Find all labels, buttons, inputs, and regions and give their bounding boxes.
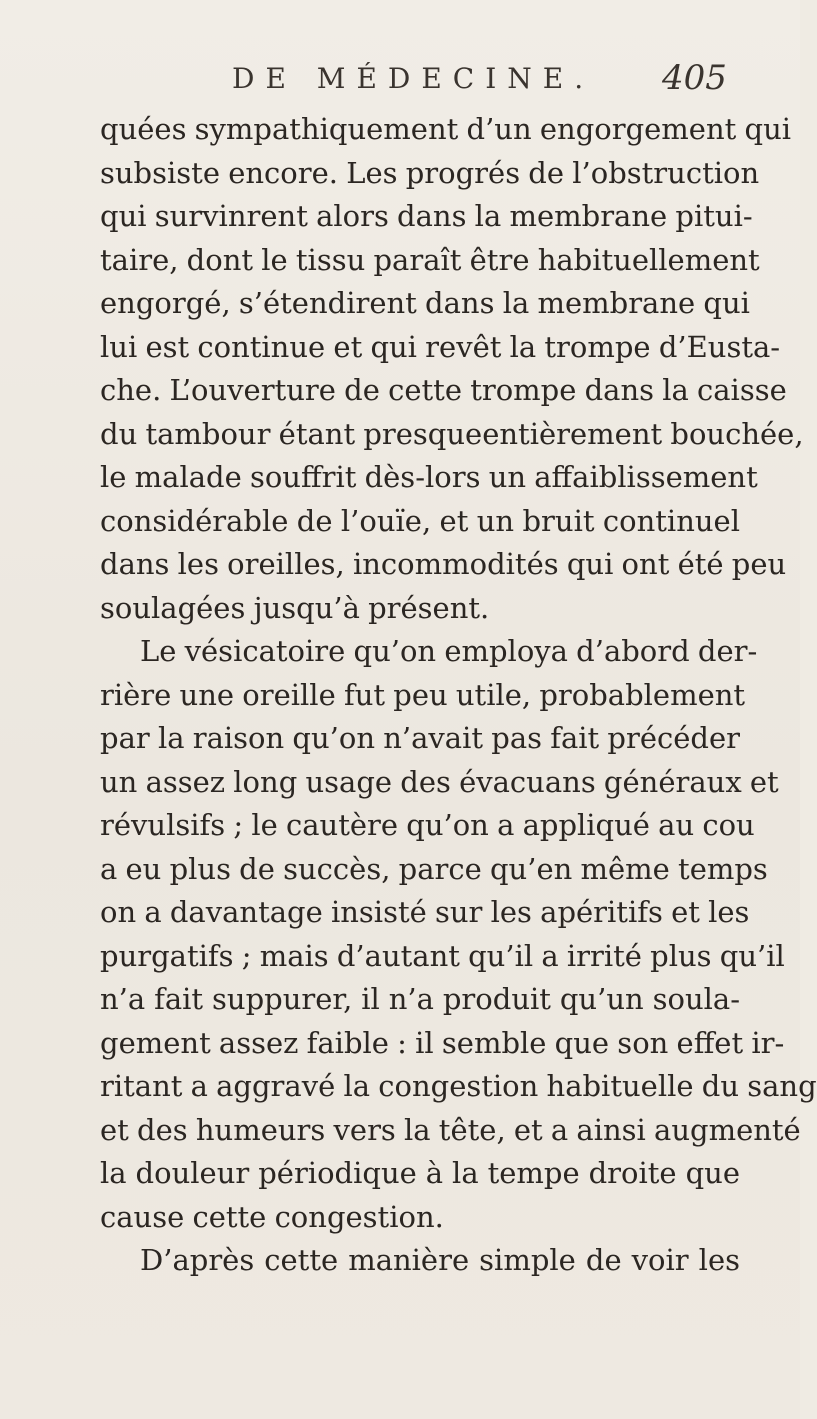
text-line: quées sympathiquement d’un engorgement qui <box>100 112 792 146</box>
page-number: 405 <box>662 58 727 98</box>
text-line: ritant a aggravé la congestion habituelle du sang <box>100 1069 817 1103</box>
text-line: subsiste encore. Les progrés de l’obstruction <box>100 155 760 190</box>
text-line: cause cette congestion. <box>100 1199 444 1234</box>
text-line: qui survinrent alors dans la membrane pitui- <box>100 199 753 233</box>
text-line: taire, dont le tissu paraît être habituellement <box>100 242 760 277</box>
text-line: considérable de l’ouïe, et un bruit continuel <box>100 503 740 538</box>
text-line: purgatifs ; mais d’autant qu’il a irrité plus qu’il <box>100 938 785 973</box>
text-line: n’a fait suppurer, il n’a produit qu’un soula- <box>100 982 740 1016</box>
text-line: Le vésicatoire qu’on employa d’abord der- <box>140 634 758 668</box>
text-line: du tambour étant presqueentièrement bouchée, <box>100 416 804 451</box>
text-line: le malade souffrit dès-lors un affaiblissement <box>100 460 758 494</box>
paragraph-2 <box>100 630 817 1239</box>
text-line: rière une oreille fut peu utile, probablement <box>100 677 746 712</box>
text-line: che. L’ouverture de cette trompe dans la caisse <box>100 373 787 407</box>
text-line: dans les oreilles, incommodités qui ont été peu <box>100 547 787 581</box>
paragraph-3 <box>100 1239 740 1283</box>
text-line: la douleur périodique à la tempe droite que <box>100 1156 740 1190</box>
text-line: par la raison qu’on n’avait pas fait précéder <box>100 721 740 755</box>
text-line: on a davantage insisté sur les apéritifs et les <box>100 895 750 929</box>
paragraph-1 <box>100 108 804 630</box>
text-line: a eu plus de succès, parce qu’en même temps <box>100 851 768 886</box>
text-line: soulagées jusqu’à présent. <box>100 590 490 625</box>
text-line: D’après cette manière simple de voir les <box>140 1243 740 1277</box>
running-head <box>0 58 800 102</box>
text-line: gement assez faible : il semble que son effet ir- <box>100 1025 785 1060</box>
text-line: révulsifs ; le cautère qu’on a appliqué au cou <box>100 808 755 842</box>
text-line: un assez long usage des évacuans généraux et <box>100 764 779 799</box>
text-line: et des humeurs vers la tête, et a ainsi augmenté <box>100 1112 801 1147</box>
text-line: engorgé, s’étendirent dans la membrane qui <box>100 286 750 320</box>
running-title: DE MÉDECINE. <box>232 62 595 95</box>
body-text <box>100 108 817 1283</box>
text-line: lui est continue et qui revêt la trompe d’Eusta- <box>100 329 781 364</box>
